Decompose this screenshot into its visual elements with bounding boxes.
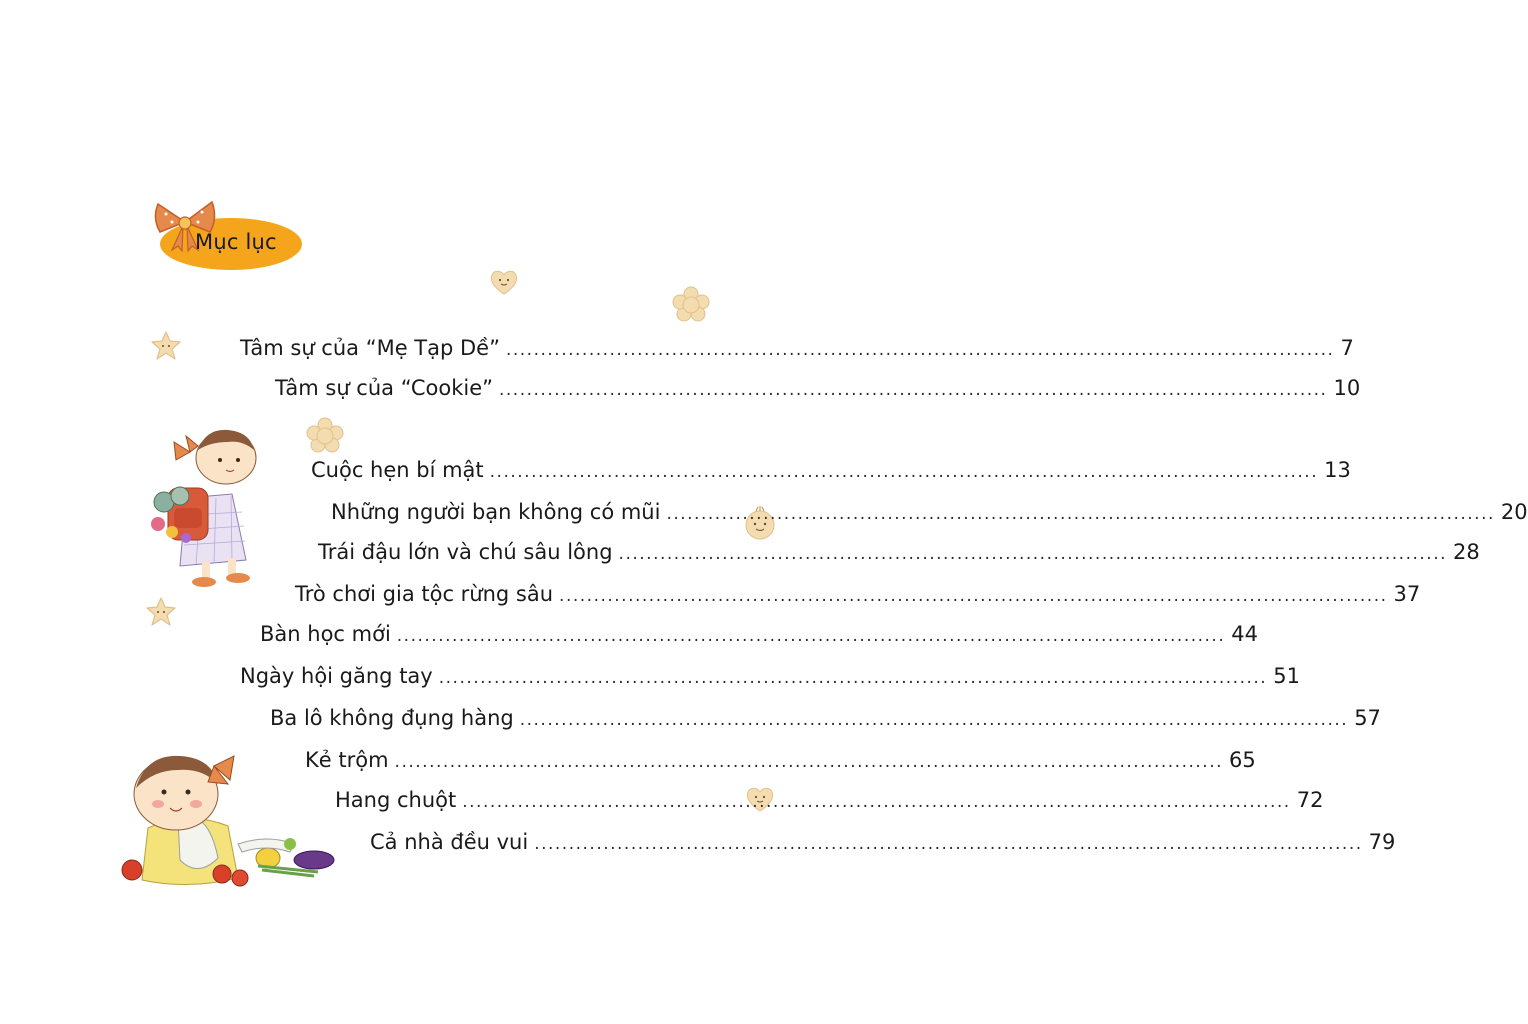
toc-entry-page: 7 (1340, 336, 1354, 360)
toc-entry-page: 10 (1333, 376, 1361, 400)
toc-entry (318, 540, 1480, 570)
page-title: Mục lục (195, 230, 277, 254)
toc-entry (331, 500, 1528, 530)
toc-entry-title: Tâm sự của “Mẹ Tạp Dề” (240, 336, 500, 360)
toc-entry (305, 748, 1256, 778)
toc-entry (240, 664, 1300, 694)
toc-leader-dots: ........................................................................................................................ (396, 626, 1226, 646)
toc-entry-title: Trái đậu lớn và chú sâu lông (318, 540, 613, 564)
toc-entry-page: 57 (1354, 706, 1381, 730)
toc-leader-dots: ........................................................................................................................ (394, 752, 1224, 772)
toc-entry (260, 622, 1258, 652)
toc-entry-page: 79 (1368, 830, 1396, 854)
toc-leader-dots: ........................................................................................................................ (462, 792, 1291, 812)
toc-entry-title: Tâm sự của “Cookie” (275, 376, 493, 400)
toc-entry-page: 44 (1231, 622, 1258, 646)
toc-leader-dots: ........................................................................................................................ (499, 380, 1328, 400)
toc-entry-title: Ba lô không đụng hàng (270, 706, 514, 730)
toc-entry (270, 706, 1381, 736)
toc-leader-dots: ........................................................................................................................ (438, 668, 1268, 688)
toc-leader-dots: ........................................................................................................................ (505, 340, 1335, 360)
toc-entry-title: Ngày hội găng tay (240, 664, 433, 688)
toc-entry-title: Cuộc hẹn bí mật (311, 458, 484, 482)
toc-entry-page: 37 (1393, 582, 1421, 606)
toc-entry (275, 376, 1361, 406)
toc-entry-page: 28 (1453, 540, 1480, 564)
toc-entry-page: 72 (1296, 788, 1324, 812)
toc-leader-dots: ........................................................................................................................ (519, 710, 1349, 730)
toc-leader-dots: ........................................................................................................................ (559, 586, 1388, 606)
toc-entry (335, 788, 1324, 818)
toc-entry (370, 830, 1396, 860)
toc-entry-title: Những người bạn không có mũi (331, 500, 661, 524)
toc-entry-page: 20 (1500, 500, 1528, 524)
toc-entry (295, 582, 1421, 612)
toc-entry-page: 65 (1229, 748, 1256, 772)
toc-entry-title: Cả nhà đều vui (370, 830, 529, 854)
toc-entry-title: Hang chuột (335, 788, 457, 812)
toc-entry-title: Bàn học mới (260, 622, 391, 646)
toc-entry (240, 336, 1354, 366)
toc-entry-page: 13 (1324, 458, 1351, 482)
toc-entry-title: Kẻ trộm (305, 748, 389, 772)
toc-entry (311, 458, 1351, 488)
toc-leader-dots: ........................................................................................................................ (666, 504, 1495, 524)
toc-leader-dots: ........................................................................................................................ (489, 462, 1319, 482)
toc-leader-dots: ........................................................................................................................ (618, 544, 1448, 564)
toc-leader-dots: ........................................................................................................................ (534, 834, 1363, 854)
toc-entry-page: 51 (1273, 664, 1300, 688)
toc-entry-title: Trò chơi gia tộc rừng sâu (295, 582, 554, 606)
